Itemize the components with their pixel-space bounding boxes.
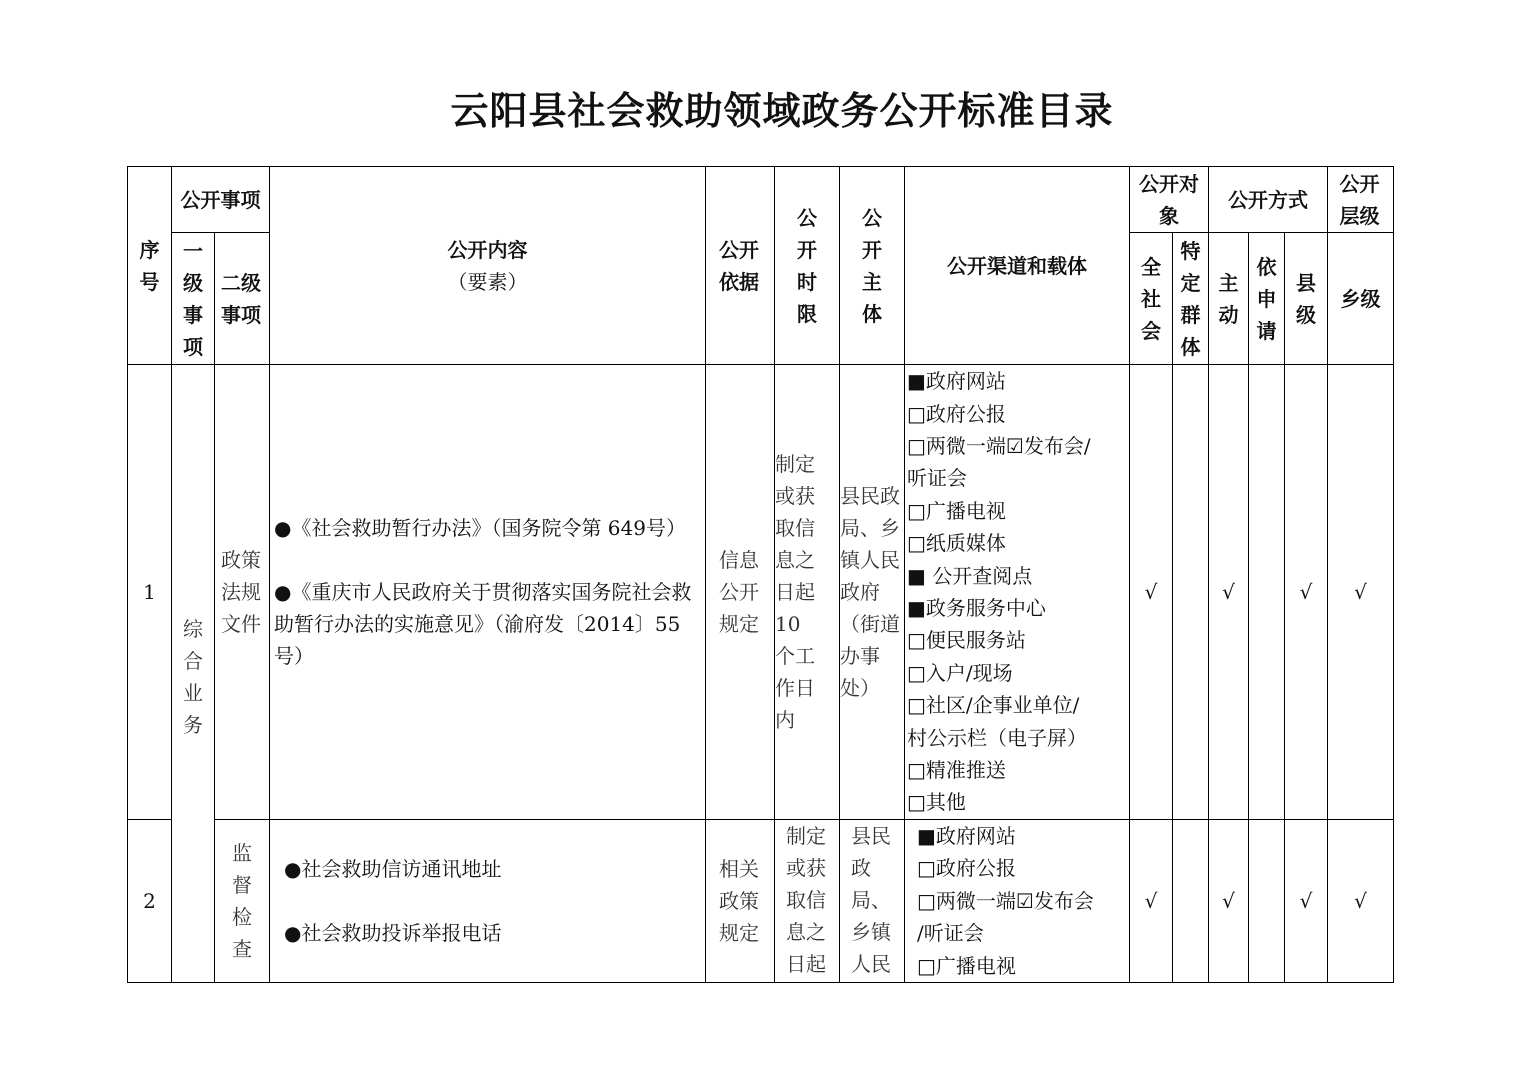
check-active: √ [1209,365,1249,820]
header-method-apply: 依申请 [1249,233,1285,365]
header-time: 公开时限 [775,167,840,365]
table-row [128,820,1394,983]
header-subject: 公开主体 [840,167,905,365]
header-level1: 一级事项 [172,233,215,365]
row-time: 制定或获取信息之日起 [775,820,840,983]
header-method-active: 主动 [1209,233,1249,365]
check-on-request [1249,820,1285,983]
header-basis: 公开依据 [706,167,775,365]
check-town: √ [1328,820,1394,983]
check-county: √ [1285,820,1328,983]
check-town: √ [1328,365,1394,820]
row-channels: ■政府网站 □政府公报 □两微一端☑发布会/ 听证会 □广播电视 □纸质媒体 ■ 公开查阅点 ■政务服务中心 □便民服务站 □入户/现场 □社区/企事业单位/ 村公示栏（电子屏） □精准推送 □其他 [905,365,1130,820]
row-content: ●《社会救助暂行办法》（国务院令第 649号） ●《重庆市人民政府关于贯彻落实国务院社会救助暂行办法的实施意见》（渝府发〔2014〕55 号） [270,365,706,820]
header-matter: 公开事项 [172,167,270,233]
check-all-society: √ [1130,365,1173,820]
row-content: ●社会救助信访通讯地址 ●社会救助投诉举报电话 [270,820,706,983]
row-level2: 监督检查 [215,820,270,983]
row-basis: 信息公开规定 [706,365,775,820]
catalog-table [127,166,1394,983]
check-active: √ [1209,820,1249,983]
header-method: 公开方式 [1209,167,1328,233]
header-content: 公开内容 （要素） [270,167,706,365]
row-seq: 2 [128,820,172,983]
check-on-request [1249,365,1285,820]
header-seq: 序号 [128,167,172,365]
document-title: 云阳县社会救助领域政务公开标准目录 [450,88,1114,133]
row-level1: 综合业务 [172,365,215,983]
table-row [128,365,1394,820]
header-target-all: 全社会 [1130,233,1173,365]
header-target: 公开对象 [1130,167,1209,233]
row-time: 制定或获取信息之日起10 个工作日内 [775,365,840,820]
header-level: 公开层级 [1328,167,1394,233]
header-target-group: 特定群体 [1173,233,1209,365]
check-specific-group [1173,365,1209,820]
check-county: √ [1285,365,1328,820]
header-channel: 公开渠道和载体 [905,167,1130,365]
row-basis: 相关政策规定 [706,820,775,983]
header-level-town: 乡级 [1328,233,1394,365]
row-subject: 县民政局、乡镇人民 [840,820,905,983]
row-channels: ■政府网站 □政府公报 □两微一端☑发布会 /听证会 □广播电视 [905,820,1130,983]
header-level-county: 县级 [1285,233,1328,365]
header-level2: 二级事项 [215,233,270,365]
row-subject: 县民政局、乡镇人民政府（街道办事处） [840,365,905,820]
row-seq: 1 [128,365,172,820]
row-level2: 政策法规文件 [215,365,270,820]
check-all-society: √ [1130,820,1173,983]
check-specific-group [1173,820,1209,983]
